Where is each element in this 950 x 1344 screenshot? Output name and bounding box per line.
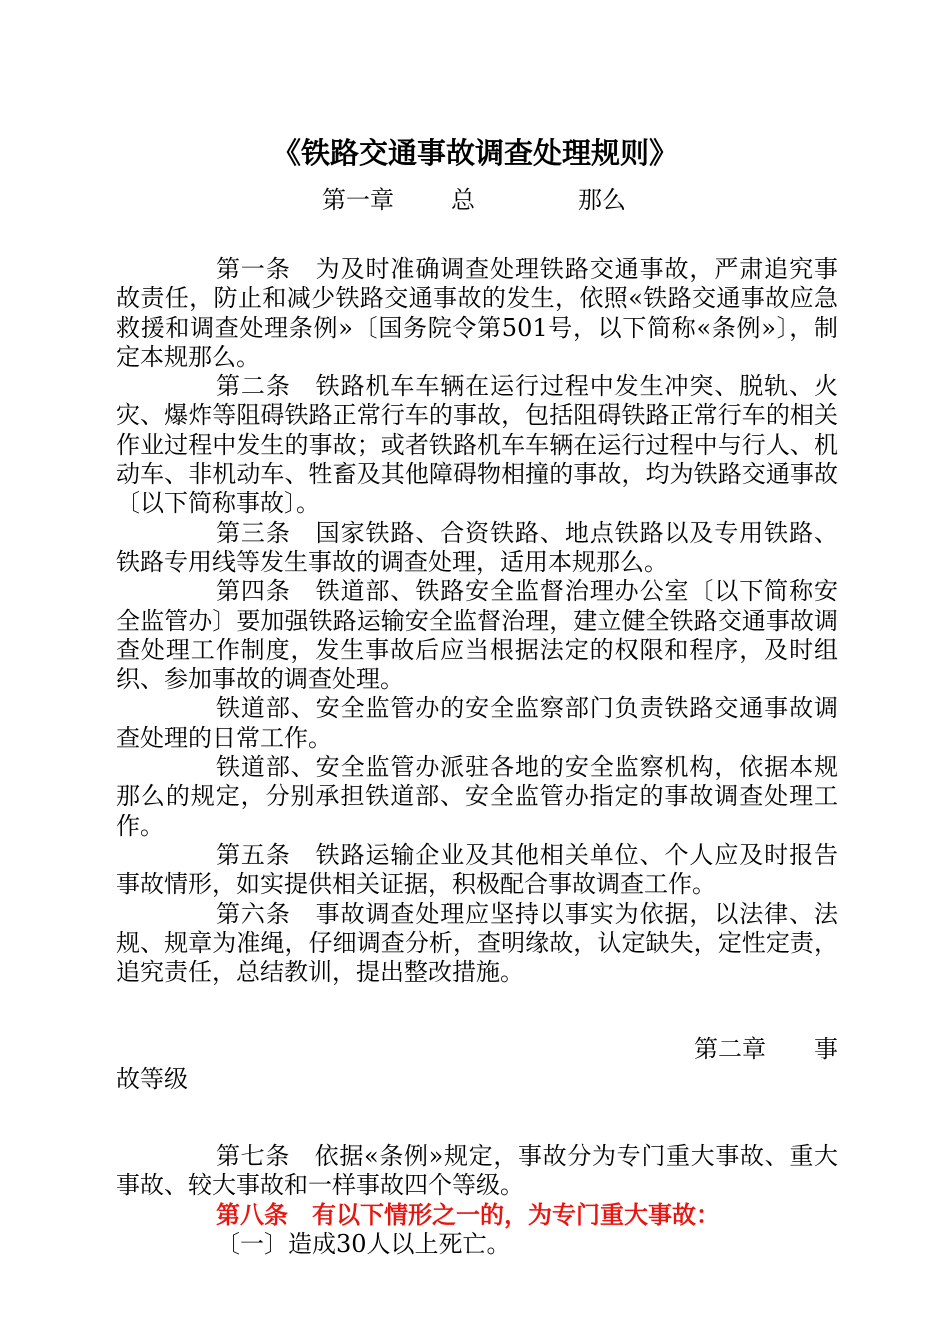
article-7: 第七条 依据«条例»规定，事故分为专门重大事故、重大事故、较大事故和一样事故四个等级。 — [116, 1142, 838, 1200]
article-3: 第三条 国家铁路、合资铁路、地点铁路以及专用铁路、铁路专用线等发生事故的调查处理，适用本规那么。 — [116, 518, 838, 576]
document-body — [116, 255, 838, 1259]
section-gap — [116, 987, 838, 1035]
chapter-1-label: 第一章 — [322, 186, 394, 214]
article-8-item-1: 〔一〕造成30人以上死亡。 — [216, 1229, 511, 1258]
section-gap — [116, 1094, 838, 1142]
article-1: 第一条 为及时准确调查处理铁路交通事故，严肃追究事故责任，防止和减少铁路交通事故的发生，依照«铁路交通事故应急救援和调查处理条例»〔国务院令第501号，以下简称«条例»〕，制定本规那么。 — [116, 255, 838, 371]
article-4-para-3: 铁道部、安全监管办派驻各地的安全监察机构，依据本规那么的规定，分别承担铁道部、安全监管办指定的事故调查处理工作。 — [116, 753, 838, 840]
chapter-2-heading: 第二章 事 — [694, 1035, 838, 1064]
chapter-1-word-1: 总 — [451, 186, 475, 214]
document-title: 《铁路交通事故调查处理规则》 — [271, 136, 678, 170]
chapter-1-word-2: 那么 — [578, 186, 626, 214]
chapter-2-heading-tail: 故等级 — [116, 1064, 188, 1093]
article-6: 第六条 事故调查处理应坚持以事实为依据，以法律、法规、规章为准绳，仔细调查分析，查明缘故，认定缺失，定性定责，追究责任，总结教训，提出整改措施。 — [116, 899, 838, 987]
article-4: 第四条 铁道部、铁路安全监督治理办公室〔以下简称安全监管办〕要加强铁路运输安全监督治理，建立健全铁路交通事故调查处理工作制度，发生事故后应当根据法定的权限和程序，及时组织、参加事故的调查处理。 — [116, 577, 838, 694]
article-2: 第二条 铁路机车车辆在运行过程中发生冲突、脱轨、火灾、爆炸等阻碍铁路正常行车的事故，包括阻碍铁路正常行车的相关作业过程中发生的事故；或者铁路机车车辆在运行过程中与行人、机动车、非机动车、牲畜及其他障碍物相撞的事故，均为铁路交通事故〔以下简称事故〕。 — [116, 372, 838, 518]
article-4-para-2: 铁道部、安全监管办的安全监察部门负责铁路交通事故调查处理的日常工作。 — [116, 694, 838, 752]
article-8-highlighted: 第八条 有以下情形之一的，为专门重大事故： — [216, 1200, 720, 1229]
article-5: 第五条 铁路运输企业及其他相关单位、个人应及时报告事故情形，如实提供相关证据，积极配合事故调查工作。 — [116, 840, 838, 899]
